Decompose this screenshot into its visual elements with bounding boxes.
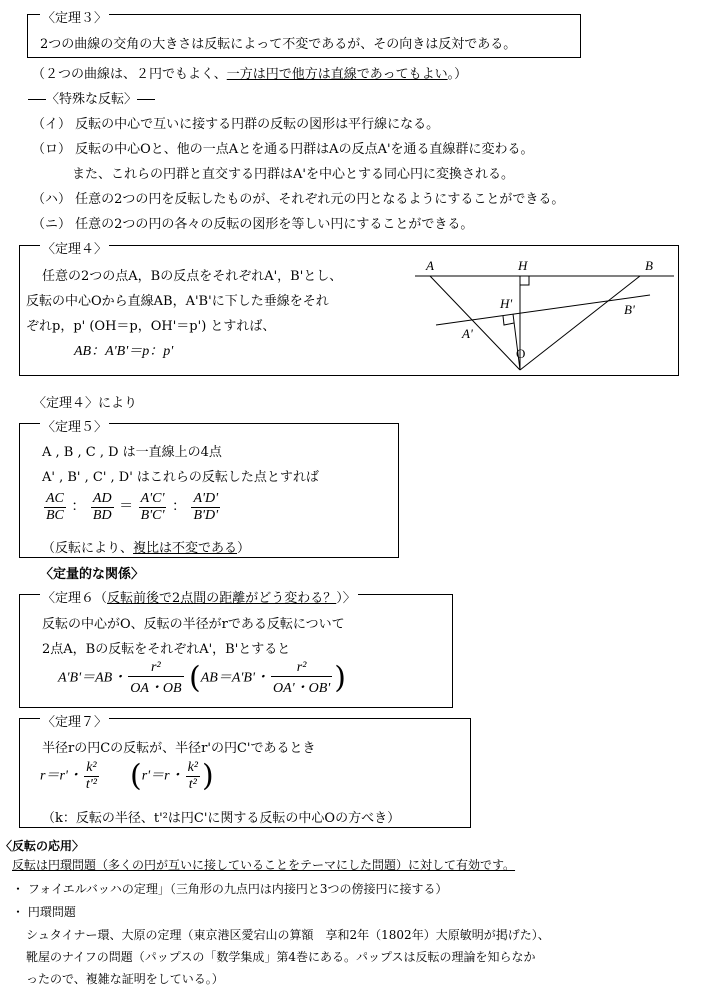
- applications-detail-3: ったので、複雑な証明をしている。）: [26, 972, 224, 986]
- frac-num: A'C': [140, 491, 165, 506]
- frac-num: AC: [46, 491, 64, 506]
- frac-num: r²: [128, 660, 183, 677]
- perpendicular-oh2: [513, 314, 520, 370]
- theorem6-title-pre: 〈定理６（: [42, 591, 108, 606]
- theorem3-title: 〈定理３〉: [40, 7, 109, 26]
- theorem5-note-post: ）: [237, 541, 251, 556]
- theorem7-title: 〈定理７〉: [40, 711, 109, 730]
- theorem3-body: 2つの曲線の交角の大きさは反転によって不変であるが、その向きは反対である。: [40, 37, 517, 52]
- theorem3-note-underlined: 一方は円で他方は直線であってもよい: [226, 67, 448, 82]
- label-b-prime: B': [624, 302, 635, 317]
- theorem7-formula: r＝r'・ $\frac{\text{k²}}{\text{t'²}}$ (r'＝r・ $\frac{\text{k²}}{\text{t²}}$ ): [40, 758, 214, 794]
- frac-num: AD: [92, 491, 112, 506]
- label-h-prime: H': [500, 296, 513, 311]
- applications-intro: 反転は円環問題（多くの円が互いに接していることをテーマにした問題）に対して有効です。: [12, 858, 516, 872]
- theorem7-fraction: [84, 760, 99, 793]
- theorem5-formula: $\frac{AC}{BC}$ ： $\frac{AD}{BD}$ ＝ $\frac{A'C'}{B'C'}$ ： $\frac{A'D'}{B'D'}$: [46, 491, 219, 523]
- frac-num: A'D': [193, 491, 219, 506]
- theorem7-line1: 半径rの円Cの反転が、半径r'の円C'であるとき: [42, 741, 316, 756]
- fraction-a2c2-b2c2: [139, 491, 167, 524]
- applications-bullet-circle-chain: ・ 円環問題: [12, 905, 76, 919]
- special-item-ro: （ロ） 反転の中心Oと、他の一点Aとを通る円群はAの反点A'を通る直線群に変わる。: [32, 142, 534, 157]
- theorem5-note: [42, 537, 250, 556]
- applications-detail-1: シュタイナー環、大原の定理（東京港区愛宕山の算額 享和2年（1802年）大原敏明が掲げた）、: [26, 928, 550, 942]
- segment-oa: [430, 276, 520, 370]
- label-h: H: [518, 258, 528, 273]
- label-o: O: [516, 346, 526, 361]
- theorem7-note: （k：反転の半径、t'²は円C'に関する反転の中心Oの方べき）: [42, 811, 401, 826]
- theorem5-title: 〈定理５〉: [40, 416, 109, 435]
- quantitative-header: 〈定量的な関係〉: [40, 567, 145, 582]
- label-a-prime: A': [462, 326, 473, 341]
- theorem6-fraction-inverse: [271, 660, 332, 697]
- theorem4-line1: 任意の2つの点A，Bの反点をそれぞれA'，B'とし、: [42, 269, 343, 284]
- special-header: [28, 88, 155, 107]
- theorem6-formula: A'B'＝AB・ $\frac{\text{r²}}{OA・OB}$ (AB＝A'B'・ $\frac{\text{r²}}{OA'・OB'}$ ): [58, 660, 346, 696]
- frac-den: OA・OB: [130, 681, 182, 696]
- theorem4-line3: ぞれp，p' (OH＝p，OH'＝p') とすれば、: [26, 319, 276, 334]
- frac-den: t²: [188, 777, 197, 792]
- theorem4-figure: [400, 250, 680, 375]
- label-a: A: [426, 258, 434, 273]
- theorem6-lhs: A'B'＝AB・: [58, 670, 127, 686]
- theorem4-formula: AB：A'B'＝p：p': [74, 344, 174, 359]
- theorem6-title-underlined: 反転前後で2点間の距離がどう変わる？: [107, 591, 337, 606]
- applications-bullet-feuerbach: ・ フォイエルバッハの定理」（三角形の九点円は内接円と3つの傍接円に接する）: [12, 882, 448, 896]
- theorem5-line2-text: A' , B' , C' , D' はこれらの反転した点とすれば: [42, 470, 319, 485]
- theorem6-fraction: [128, 660, 183, 697]
- fraction-a2d2-b2d2: [191, 491, 220, 524]
- line-a2b2: [436, 295, 650, 325]
- label-b: B: [645, 258, 653, 273]
- theorem7-lhs: r＝r'・: [40, 768, 82, 784]
- theorem7-fraction-inverse: [186, 760, 200, 793]
- special-item-i: （イ） 反転の中心で互いに接する円群の反転の図形は平行線になる。: [32, 117, 440, 132]
- theorem4-title: 〈定理４〉: [40, 238, 109, 257]
- fraction-ad-bd: [91, 491, 114, 524]
- theorem6-line2: 2点A，Bの反転をそれぞれA'，B'とすると: [42, 642, 291, 657]
- frac-num: k²: [187, 760, 199, 775]
- applications-header: 〈反転の応用〉: [0, 839, 85, 853]
- frac-num: k²: [84, 760, 99, 777]
- theorem5-note-underlined: 複比は不変である: [133, 541, 238, 556]
- right-angle-h2: [503, 316, 514, 325]
- segment-ob: [520, 276, 640, 370]
- applications-detail-2: 靴屋のナイフの問題（パップスの「数学集成」第4巻にある。パップスは反転の理論を知らなか: [26, 950, 536, 964]
- theorem5-line1-text: A , B , C , D は一直線上の4点: [42, 445, 222, 460]
- frac-num: r²: [271, 660, 332, 677]
- theorem6-line1: 反転の中心がO、反転の半径がrである反転について: [42, 617, 345, 632]
- fraction-ac-bc: [44, 491, 66, 524]
- theorem7-rhs: r'＝r・: [141, 768, 184, 784]
- frac-den: B'D': [193, 508, 219, 523]
- right-angle-h: [520, 276, 529, 285]
- frac-den: BD: [92, 508, 112, 523]
- theorem5-line2: [42, 466, 319, 485]
- special-header-text: 〈特殊な反転〉: [46, 92, 138, 107]
- theorem6-rhs: AB＝A'B'・: [200, 670, 269, 686]
- theorem5-note-pre: （反転により、: [42, 541, 134, 556]
- by-theorem4: 〈定理４〉により: [33, 396, 138, 411]
- frac-den: BC: [46, 508, 64, 523]
- theorem6-title-post: ）〉: [336, 591, 356, 606]
- theorem4-line2: 反転の中心Oから直線AB，A'B'に下した垂線をそれ: [26, 294, 329, 309]
- frac-den: OA'・OB': [272, 681, 331, 696]
- theorem3-note: [32, 63, 467, 82]
- theorem6-title: [40, 587, 358, 606]
- frac-den: t'²: [85, 777, 97, 792]
- theorem3-note-pre: （２つの曲線は、２円でもよく、: [32, 67, 227, 82]
- special-item-ro-cont: また、これらの円群と直交する円群はA'を中心とする同心円に変換される。: [72, 167, 514, 182]
- special-item-ha: （ハ） 任意の2つの円を反転したものが、それぞれ元の円となるようにすることができる。: [32, 192, 565, 207]
- theorem5-line1: [42, 441, 222, 460]
- frac-den: B'C': [140, 508, 165, 523]
- theorem3-note-post: 。）: [447, 67, 468, 82]
- special-item-ni: （ニ） 任意の2つの円の各々の反転の図形を等しい円にすることができる。: [32, 217, 474, 232]
